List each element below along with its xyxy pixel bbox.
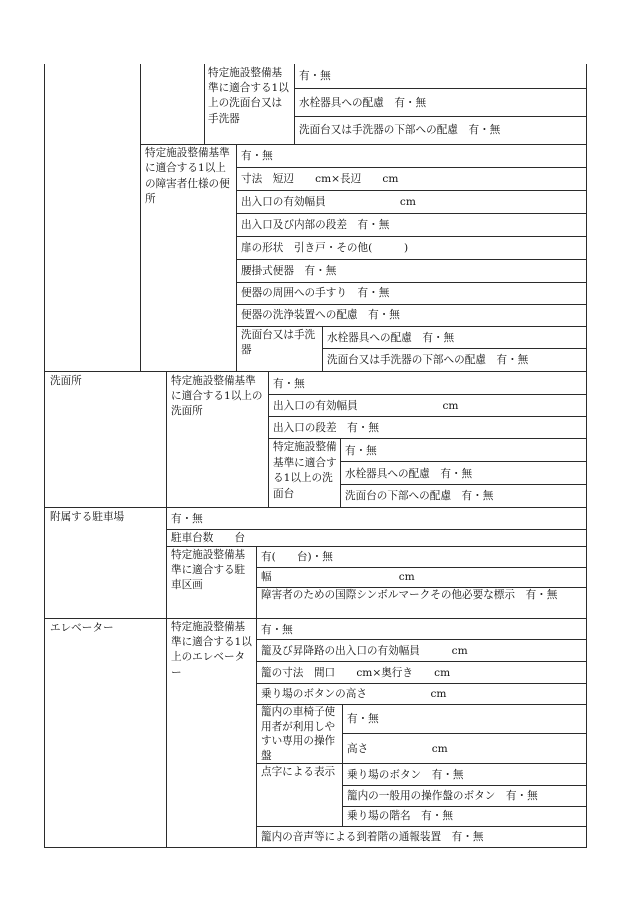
rule [166, 529, 586, 530]
rule [268, 371, 269, 508]
toilet-presence: 有・無 [241, 150, 273, 162]
rule [140, 64, 141, 372]
rule [236, 326, 586, 327]
toilet-entrance-width: 出入口の有効幅員 cm [241, 196, 416, 208]
sink-faucet: 水栓器具への配慮 有・無 [299, 97, 427, 109]
rule [166, 371, 167, 848]
rule [342, 704, 343, 827]
toilet-door: 扉の形状 引き戸・その他( ) [241, 242, 409, 254]
rule [236, 236, 586, 237]
toilet-flush: 便器の洗浄装置への配慮 有・無 [241, 309, 400, 321]
elevator-label: エレベーター [50, 622, 114, 634]
toilet-seat: 腰掛式便器 有・無 [241, 265, 337, 277]
sink-underside: 洗面台又は手洗器の下部への配慮 有・無 [299, 124, 501, 136]
rule [294, 64, 295, 145]
rule [294, 88, 586, 89]
elevator-voice-announce: 籠内の音声等による到着階の通報装置 有・無 [261, 831, 484, 843]
elevator-panel-height: 高さ cm [347, 743, 448, 755]
washroom-steps: 出入口の段差 有・無 [273, 422, 379, 434]
rule [236, 282, 586, 283]
rule [236, 190, 586, 191]
elevator-panel-presence: 有・無 [347, 713, 379, 725]
rule [236, 213, 586, 214]
rule [44, 371, 586, 372]
parking-ctrl-label: 特定施設整備基準に適合する駐車区画 [171, 549, 246, 592]
washroom-sink-faucet: 水栓器具への配慮 有・無 [345, 468, 473, 480]
rule [256, 639, 586, 640]
sink-presence: 有・無 [299, 70, 331, 82]
parking-width: 幅 cm [261, 571, 415, 583]
elevator-braille-hall-button: 乗り場のボタン 有・無 [347, 769, 464, 781]
rule [294, 116, 586, 117]
rule [256, 683, 586, 684]
washroom-sink-presence: 有・無 [345, 445, 377, 457]
rule [256, 567, 586, 568]
rule [322, 326, 323, 372]
washroom-ctrl-label: 特定施設整備基準に適合する1以上の洗面所 [171, 375, 263, 418]
rule [268, 416, 586, 417]
toilet-dimensions: 寸法 短辺 cm×長辺 cm [241, 173, 399, 185]
toilet-sink-faucet: 水栓器具への配慮 有・無 [327, 332, 455, 344]
rule [322, 348, 586, 349]
rule [44, 507, 586, 508]
parking-label: 附属する駐車場 [50, 511, 125, 523]
elevator-presence: 有・無 [261, 624, 293, 636]
washroom-sink-label: 特定施設整備基準に適合する1以上の洗面台 [273, 441, 337, 500]
rule [44, 64, 45, 848]
rule [236, 167, 586, 168]
elevator-button-height: 乗り場のボタンの高さ cm [261, 688, 447, 700]
sink-ctrl-label: 特定施設整備基準に適合する1以上の洗面台又は手洗器 [208, 67, 289, 125]
elevator-panel-label: 籠内の車椅子使用者が利用しやすい専用の操作盤 [261, 706, 336, 762]
rule [342, 733, 586, 734]
rule [340, 461, 586, 462]
rule [236, 144, 237, 372]
parking-symbol-sign: 障害者のための国際シンボルマークその他必要な標示 有・無 [261, 589, 558, 601]
elevator-braille-label: 点字による表示 [261, 766, 336, 778]
parking-compliant: 有( 台)・無 [261, 551, 333, 563]
parking-presence: 有・無 [171, 513, 203, 525]
elevator-braille-car-button: 籠内の一般用の操作盤のボタン 有・無 [347, 790, 538, 802]
rule [342, 785, 586, 786]
elevator-braille-floor-name: 乗り場の階名 有・無 [347, 810, 453, 822]
toilet-steps: 出入口及び内部の段差 有・無 [241, 219, 390, 231]
rule [256, 546, 257, 619]
elevator-ctrl-label: 特定施設整備基準に適合する1以上のエレベーター [171, 621, 252, 679]
elevator-car-size: 籠の寸法 間口 cm×奥行き cm [261, 667, 451, 679]
washroom-sink-underside: 洗面台の下部への配慮 有・無 [345, 490, 494, 502]
rule [204, 64, 205, 145]
elevator-entrance-width: 籠及び昇降路の出入口の有効幅員 cm [261, 645, 468, 657]
rule [256, 618, 257, 848]
washroom-label: 洗面所 [50, 375, 82, 387]
rule [166, 546, 586, 547]
rule [342, 806, 586, 807]
washroom-entrance-width: 出入口の有効幅員 cm [273, 400, 459, 412]
rule [236, 304, 586, 305]
rule [140, 144, 586, 145]
rule [586, 64, 587, 848]
toilet-ctrl-label: 特定施設整備基準に適合する1以上の障害者仕様の便所 [145, 147, 230, 206]
toilet-sink-underside: 洗面台又は手洗器の下部への配慮 有・無 [327, 354, 529, 366]
rule [268, 394, 586, 395]
rule [340, 438, 341, 508]
toilet-handrail: 便器の周囲への手すり 有・無 [241, 287, 390, 299]
rule [340, 484, 586, 485]
rule [236, 259, 586, 260]
parking-count: 駐車台数 台 [171, 532, 246, 544]
rule [44, 847, 586, 848]
rule [44, 618, 586, 619]
washroom-presence: 有・無 [273, 378, 305, 390]
rule [256, 826, 586, 827]
rule [268, 438, 586, 439]
rule [256, 661, 586, 662]
toilet-sink-label: 洗面台又は手洗器 [241, 329, 316, 356]
